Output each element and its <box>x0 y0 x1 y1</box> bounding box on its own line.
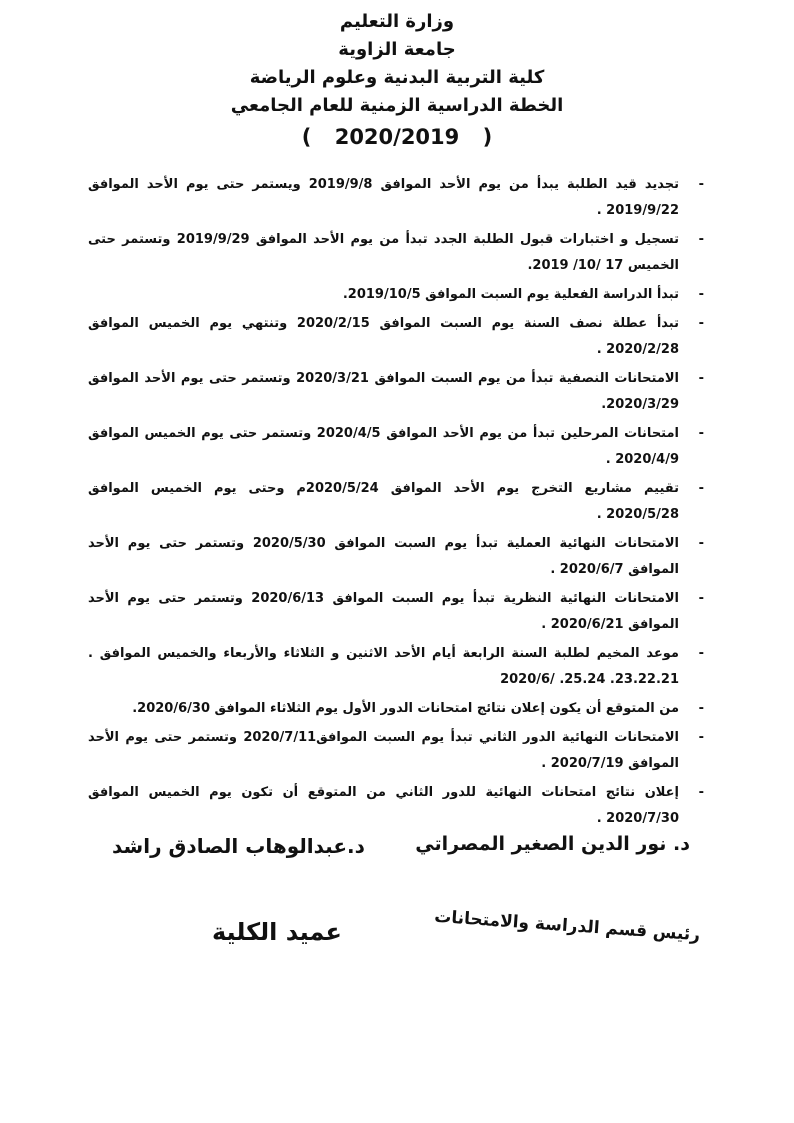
schedule-item-text: تبدأ الدراسة الفعلية يوم السبت الموافق 2019/10/5. <box>342 287 679 302</box>
bullet-dash: - <box>698 785 704 800</box>
bullet-dash: - <box>698 536 704 551</box>
schedule-list <box>88 172 706 832</box>
bullet-dash: - <box>698 232 704 247</box>
bullet-dash: - <box>698 646 704 661</box>
schedule-item <box>88 172 706 224</box>
schedule-item-text: إعلان نتائج امتحانات النهائية للدور الثاني من المتوقع أن تكون يوم الخميس الموافق 2020/7/30 . <box>88 785 679 826</box>
header-university: جامعة الزاوية <box>338 39 456 60</box>
header-faculty: كلية التربية البدنية وعلوم الرياضة <box>249 67 545 88</box>
schedule-item-text: الامتحانات النهائية الدور الثاني تبدأ يوم السبت الموافق2020/7/11 وتستمر حتى يوم الأحد الموافق 2020/7/19 . <box>88 730 679 771</box>
schedule-item <box>88 311 706 363</box>
schedule-item <box>88 421 706 473</box>
schedule-item-text: من المتوقع أن يكون إعلان نتائج امتحانات الدور الأول يوم الثلاثاء الموافق 2020/6/30. <box>132 701 679 716</box>
schedule-item <box>88 476 706 528</box>
bullet-dash: - <box>698 287 704 302</box>
schedule-item <box>88 282 706 308</box>
signatory-left-title: عميد الكلية <box>212 918 342 946</box>
schedule-item <box>88 366 706 418</box>
schedule-item-text: الامتحانات النهائية العملية تبدأ يوم السبت الموافق 2020/5/30 وتستمر حتى يوم الأحد الموافق 2020/6/7 . <box>88 536 679 577</box>
schedule-item-text: الامتحانات النصفية تبدأ من يوم السبت الموافق 2020/3/21 وتستمر حتى يوم الأحد الموافق 2020/3/29. <box>88 371 679 412</box>
schedule-item <box>88 586 706 638</box>
header-plan-title: الخطة الدراسية الزمنية للعام الجامعي <box>230 95 564 116</box>
document-header <box>0 0 794 152</box>
schedule-item-dates: . 2020/6/ .25.24 .23.22.21 <box>88 646 679 687</box>
signatory-left-name: د.عبدالوهاب الصادق راشد <box>112 834 365 858</box>
schedule-item-text: تقييم مشاريع التخرج يوم الأحد الموافق 2020/5/24م وحتى يوم الخميس الموافق 2020/5/28 . <box>88 481 679 522</box>
schedule-item <box>88 531 706 583</box>
bullet-dash: - <box>698 481 704 496</box>
bullet-dash: - <box>698 316 704 331</box>
bullet-dash: - <box>698 177 704 192</box>
schedule-item <box>88 227 706 279</box>
bullet-dash: - <box>698 426 704 441</box>
header-ministry: وزارة التعليم <box>339 11 455 32</box>
schedule-item <box>88 725 706 777</box>
schedule-item-text: موعد المخيم لطلبة السنة الرابعة أيام الأحد الاثنين و الثلاثاء والأربعاء والخميس الموافق <box>99 646 679 661</box>
schedule-item-text: امتحانات المرحلين تبدأ من يوم الأحد الموافق 2020/4/5 وتستمر حتى يوم الخميس الموافق 2020/4/9 . <box>88 426 679 467</box>
schedule-item-text: الامتحانات النهائية النظرية تبدأ يوم السبت الموافق 2020/6/13 وتستمر حتى يوم الأحد الموافق 2020/6/21 . <box>88 591 679 632</box>
bullet-dash: - <box>698 591 704 606</box>
schedule-item-text: تسجيل و اختبارات قبول الطلبة الجدد تبدأ من يوم الأحد الموافق 2019/9/29 وتستمر حتى الخميس 17 /10/ 2019. <box>88 232 679 273</box>
signatory-right-name: د. نور الدين الصغير المصراتي <box>415 833 690 855</box>
schedule-item <box>88 641 706 693</box>
header-academic-year: ( 2020/2019 ) <box>301 125 493 149</box>
signatory-right-title: رئيس قسم الدراسة والامتحانات <box>433 906 701 946</box>
schedule-item <box>88 780 706 832</box>
bullet-dash: - <box>698 701 704 716</box>
schedule-item <box>88 696 706 722</box>
bullet-dash: - <box>698 371 704 386</box>
schedule-item-text: تجديد قيد الطلبة يبدأ من يوم الأحد الموافق 2019/9/8 ويستمر حتى يوم الأحد الموافق 2019/9/22 . <box>88 177 679 218</box>
bullet-dash: - <box>698 730 704 745</box>
schedule-item-text: تبدأ عطلة نصف السنة يوم السبت الموافق 2020/2/15 وتنتهي يوم الخميس الموافق 2020/2/28 . <box>88 316 679 357</box>
